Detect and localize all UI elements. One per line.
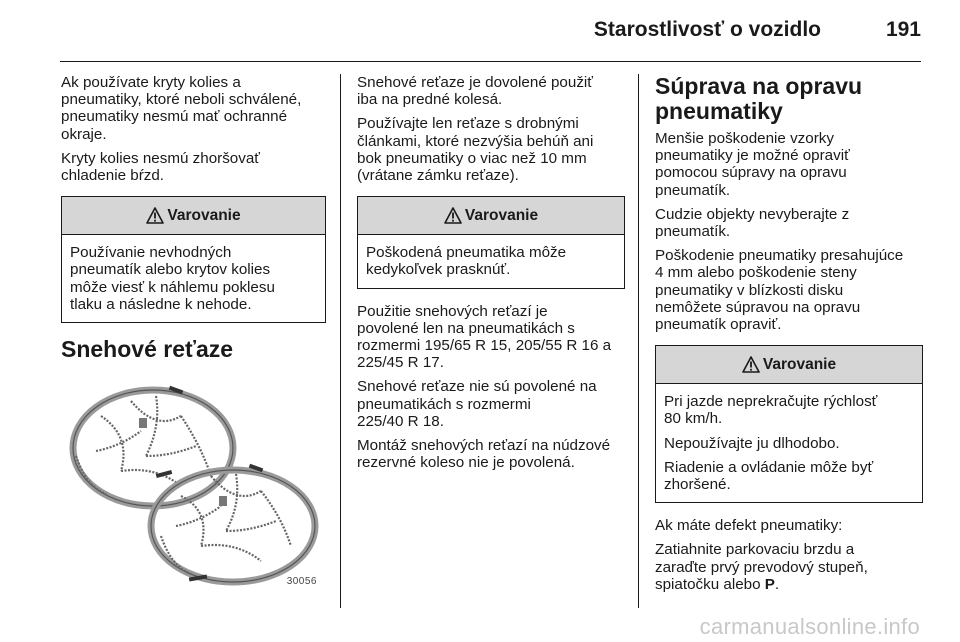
warning-text: Používanie nevhodných pneumatík alebo krytov kolies môže viesť k náhlemu poklesu tlaku a následne k nehode. <box>70 244 275 313</box>
paragraph: Ak používate kryty kolies a pneumatiky, ktoré neboli schválené, pneumatiky nesmú mať ochranné okraje. <box>61 74 302 143</box>
paragraph: Používajte len reťaze s drobnými článkami, ktoré nezvýšia behúň ani bok pneumatiky o viac než 10 mm (vrátane zámku reťaze). <box>357 115 594 185</box>
gear-period: . <box>774 575 780 593</box>
warning-header <box>656 346 922 384</box>
section-heading-snow-chains: Snehové reťaze <box>61 336 234 363</box>
warning-title: Varovanie <box>762 356 837 374</box>
header-title: Starostlivosť o vozidlo <box>593 18 821 41</box>
warning-header <box>358 197 624 235</box>
page-header <box>0 14 921 50</box>
warning-text: Riadenie a ovládanie môže byť zhoršené. <box>664 458 874 494</box>
warning-body <box>62 235 325 322</box>
column-1 <box>61 74 326 594</box>
paragraph: Použitie snehových reťazí je povolené len na pneumatikách s rozmermi 195/65 R 15, 205/55 R 16 a 225/45 R 17. <box>357 302 612 372</box>
section-heading-tyre-repair-kit: Súprava na opravu pneumatiky <box>655 73 863 124</box>
warning-title: Varovanie <box>167 207 241 225</box>
warning-triangle-icon <box>444 207 462 224</box>
gear-text: Zatiahnite parkovaciu brzdu a zaraďte prvý prevodový stupeň, spiatočku alebo <box>655 541 868 593</box>
warning-triangle-icon <box>146 207 164 224</box>
page-number: 191 <box>885 18 921 41</box>
column-divider <box>638 74 639 608</box>
column-divider <box>340 74 341 608</box>
snow-chains-drawing <box>61 376 323 594</box>
warning-header <box>62 197 325 235</box>
watermark: carmanualsonline.info <box>699 614 920 639</box>
warning-triangle-icon <box>742 356 760 373</box>
warning-box <box>357 196 625 288</box>
paragraph: Cudzie objekty nevyberajte z pneumatík. <box>655 205 850 241</box>
gear-letter: P <box>764 575 775 593</box>
warning-body <box>358 235 624 287</box>
warning-box <box>655 345 923 503</box>
paragraph-gear <box>655 541 923 593</box>
warning-text: Pri jazde neprekračujte rýchlosť 80 km/h. <box>664 393 878 428</box>
paragraph: Poškodenie pneumatiky presahujúce 4 mm alebo poškodenie steny pneumatiky v blízkosti disku nemôžete súpravou na opravu pneumatík opraviť. <box>655 247 904 334</box>
paragraph: Ak máte defekt pneumatiky: <box>655 517 843 535</box>
column-2 <box>357 74 625 478</box>
warning-title: Varovanie <box>464 207 539 225</box>
warning-body <box>656 384 922 502</box>
warning-text: Nepoužívajte ju dlhodobo. <box>664 434 840 452</box>
header-rule <box>60 61 921 62</box>
paragraph: Snehové reťaze nie sú povolené na pneumatikách s rozmermi 225/40 R 18. <box>357 378 597 430</box>
paragraph: Montáž snehových reťazí na núdzové rezervné koleso nie je povolená. <box>357 437 611 472</box>
snow-chains-illustration <box>61 376 323 594</box>
warning-box <box>61 196 326 323</box>
warning-text: Poškodená pneumatika môže kedykoľvek prasknúť. <box>366 244 567 279</box>
paragraph: Kryty kolies nesmú zhoršovať chladenie bŕzd. <box>61 149 260 185</box>
figure-id: 30056 <box>286 575 317 587</box>
paragraph: Menšie poškodenie vzorky pneumatiky je možné opraviť pomocou súpravy na opravu pneumatík. <box>655 130 850 199</box>
paragraph: Snehové reťaze je dovolené použiť iba na predné kolesá. <box>357 74 593 109</box>
column-3 <box>655 74 923 600</box>
